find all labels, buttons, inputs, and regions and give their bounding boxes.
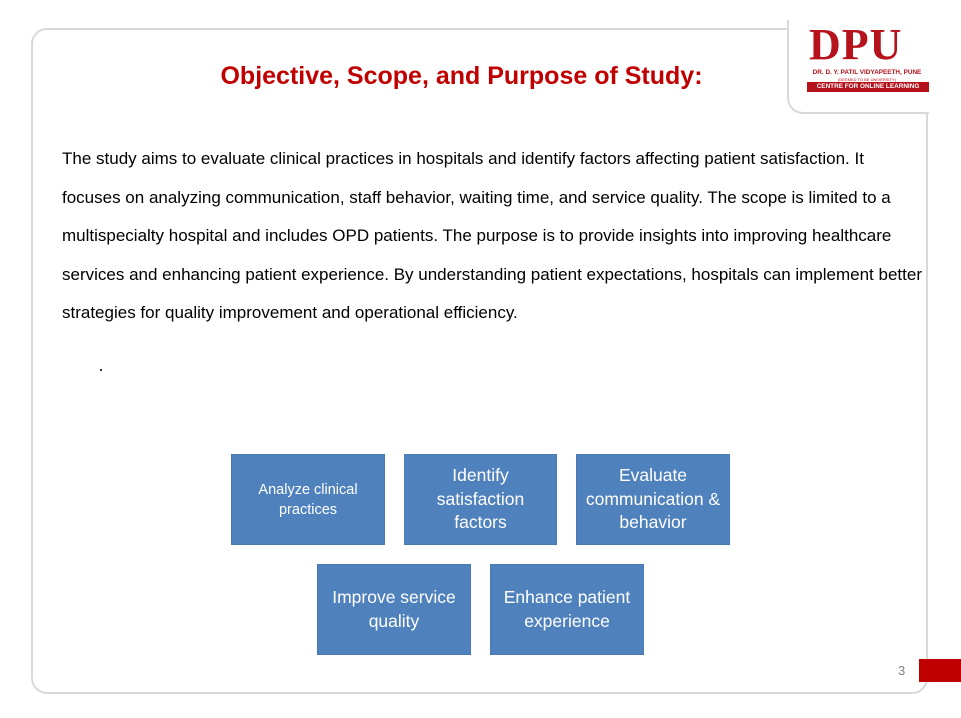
logo-strip: CENTRE FOR ONLINE LEARNING bbox=[807, 82, 929, 92]
slide-title: Objective, Scope, and Purpose of Study: bbox=[220, 62, 703, 90]
logo-wordmark: DPU bbox=[809, 20, 903, 69]
box-identify-satisfaction-factors: Identify satisfaction factors bbox=[404, 454, 557, 545]
slide-body-text: The study aims to evaluate clinical practices in hospitals and identify factors affecting patient satisfaction. It focuses on analyzing communication, staff behavior, waiting time, and service quality. The scope is limited to a multispecialty hospital and includes OPD patients. The purpose is to provide insights into improving healthcare services and enhancing patient experience. By understanding patient expectations, hospitals can implement better strategies for quality improvement and operational efficiency. bbox=[62, 149, 922, 323]
page-tab-accent bbox=[919, 659, 961, 682]
box-enhance-patient-experience: Enhance patient experience bbox=[490, 564, 644, 655]
stray-dot bbox=[100, 369, 102, 371]
logo-institution: DR. D. Y. PATIL VIDYAPEETH, PUNE bbox=[812, 69, 922, 76]
logo-tagline: (DEEMED TO BE UNIVERSITY) bbox=[838, 77, 896, 82]
page-number: 3 bbox=[898, 663, 906, 678]
box-improve-service-quality: Improve service quality bbox=[317, 564, 471, 655]
box-analyze-clinical-practices: Analyze clinical practices bbox=[231, 454, 385, 545]
box-evaluate-communication: Evaluate communication & behavior bbox=[576, 454, 730, 545]
slide-frame bbox=[31, 28, 928, 694]
